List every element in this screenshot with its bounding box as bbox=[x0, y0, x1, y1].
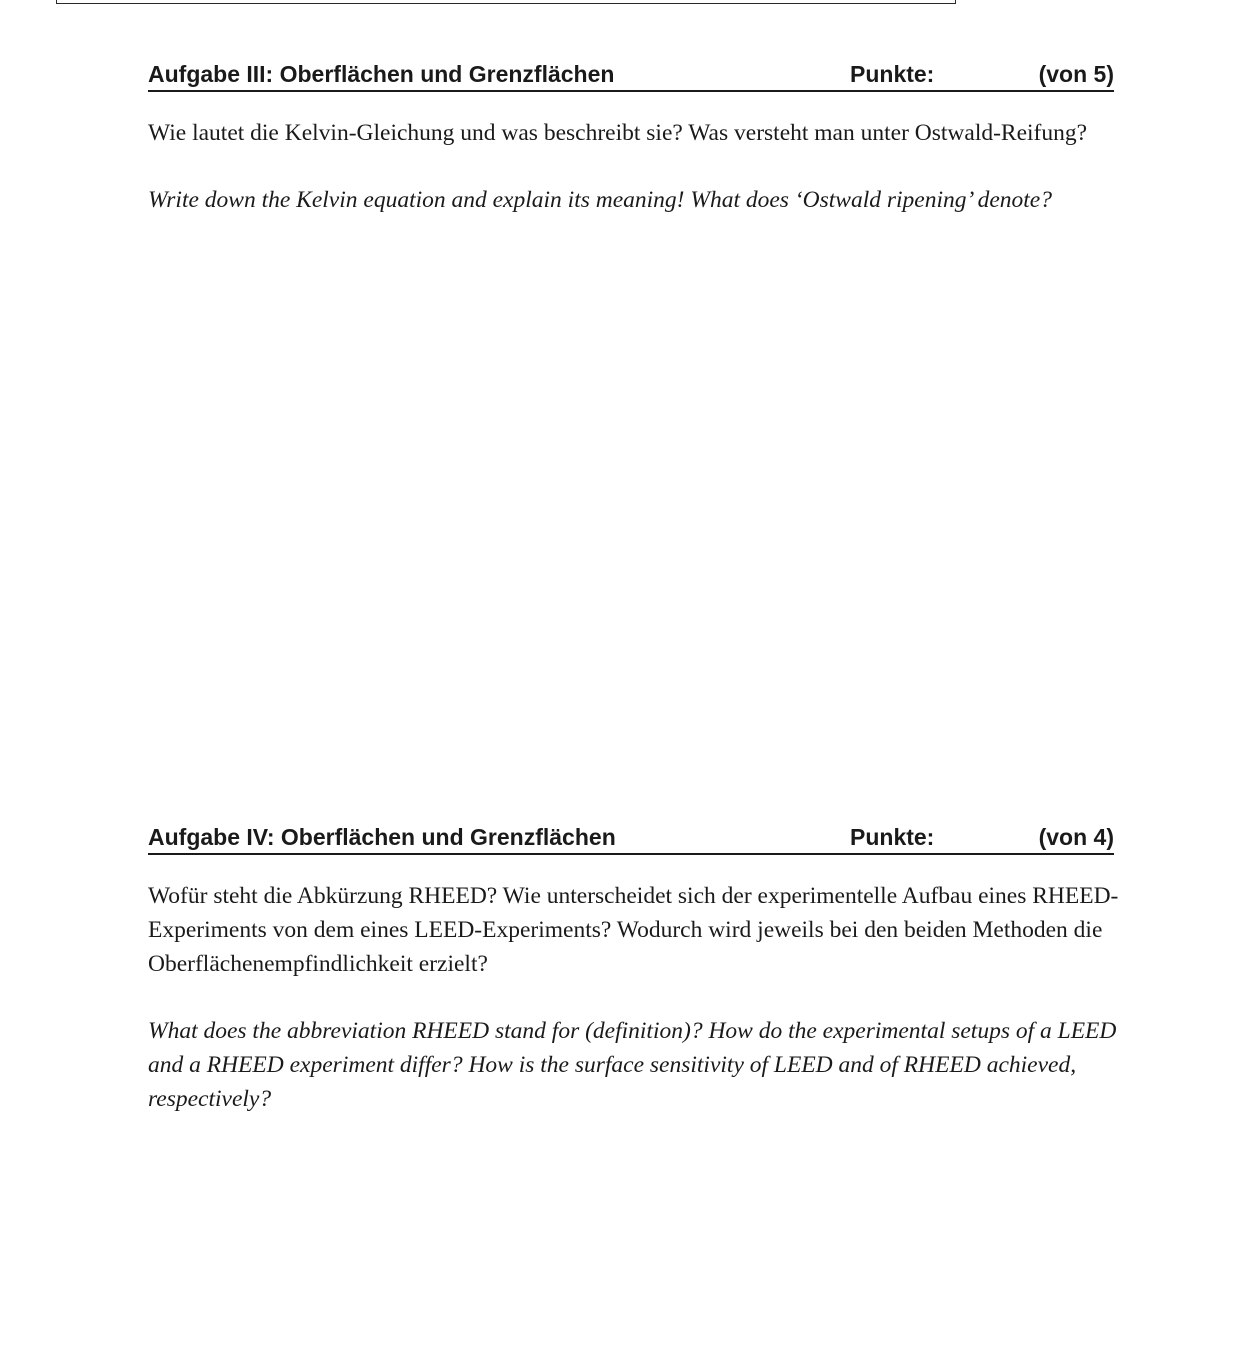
question-german: Wofür steht die Abkürzung RHEED? Wie unterscheidet sich der experimentelle Aufbau eines RHEED-Experiments von dem eines LEED-Experiments? Wodurch wird jeweils bei den beiden Methoden die Oberflächenempfindlichkeit erzielt? bbox=[148, 883, 1119, 977]
task-header bbox=[148, 823, 1114, 855]
task-4 bbox=[148, 823, 1119, 1116]
question-german: Wie lautet die Kelvin-Gleichung und was beschreibt sie? Was versteht man unter Ostwald-Reifung? bbox=[148, 120, 1088, 146]
points-max: (von 5) bbox=[1038, 61, 1114, 87]
previous-answer-box bbox=[56, 0, 956, 4]
question-english: What does the abbreviation RHEED stand for (definition)? How do the experimental setups of a LEED and a RHEED experiment differ? How is the surface sensitivity of LEED and of RHEED achieved, respectively? bbox=[148, 1018, 1117, 1112]
question-english: Write down the Kelvin equation and explain its meaning! What does ‘Ostwald ripening’ denote? bbox=[148, 187, 1052, 213]
points-label: Punkte: bbox=[850, 824, 935, 850]
task-title: Aufgabe III: Oberflächen und Grenzflächen bbox=[148, 61, 615, 87]
task-title: Aufgabe IV: Oberflächen und Grenzflächen bbox=[148, 824, 616, 850]
task-3 bbox=[148, 60, 1114, 217]
points-max: (von 4) bbox=[1038, 824, 1114, 850]
points-label: Punkte: bbox=[850, 61, 935, 87]
task-header bbox=[148, 60, 1114, 92]
